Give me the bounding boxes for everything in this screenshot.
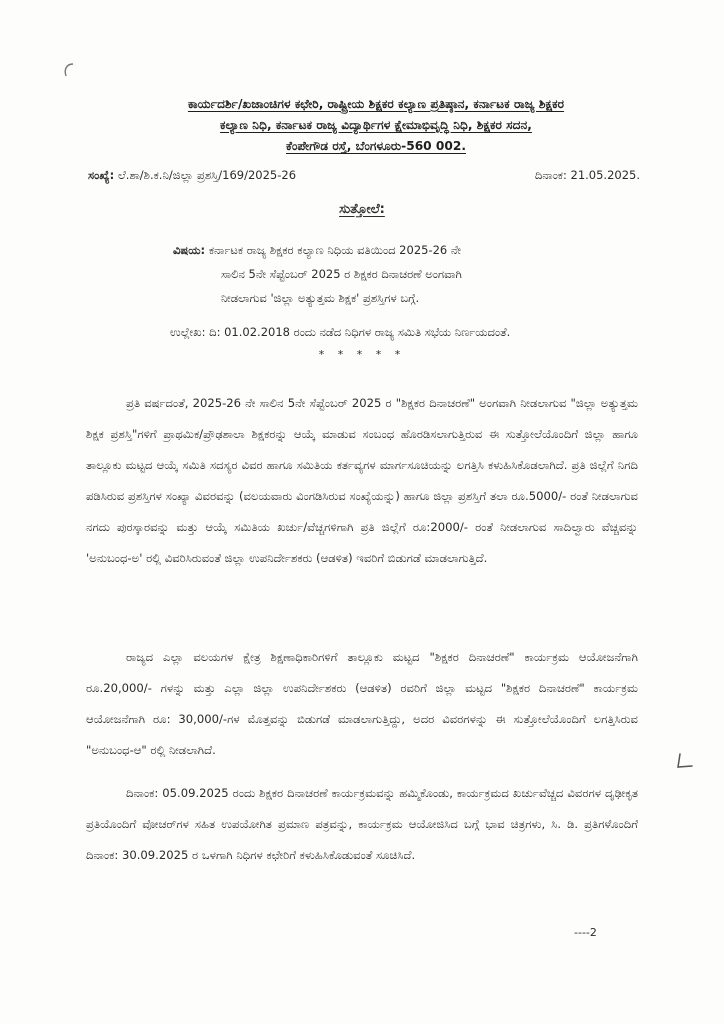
header-line-2: ಕಲ್ಯಾಣ ನಿಧಿ, ಕರ್ನಾಟಕ ರಾಜ್ಯ ವಿದ್ಯಾರ್ಥಿಗಳ ಕ್ಷೇಮಾಭಿವೃದ್ಧಿ ನಿಧಿ, ಶಿಕ್ಷಕರ ಸದನ,	[220, 118, 532, 132]
body-paragraph-3: ದಿನಾಂಕ: 05.09.2025 ರಂದು ಶಿಕ್ಷಕರ ದಿನಾಚರಣೆ ಕಾರ್ಯಕ್ರಮವನ್ನು ಹಮ್ಮಿಕೊಂಡು, ಕಾರ್ಯಕ್ರಮದ ಖರ್ಚುವೆಚ್ಚದ ವಿವರಗಳ ದೃಢೀಕೃತ ಪ್ರತಿಯೊಂದಿಗೆ ವೋಚರ್‌ಗಳ ಸಹಿತ ಉಪಯೋಗಿತ ಪ್ರಮಾಣ ಪತ್ರವನ್ನು, ಕಾರ್ಯಕ್ರಮ ಆಯೋಜಿಸಿದ ಬಗ್ಗೆ ಭಾವ ಚಿತ್ರಗಳು, ಸಿ. ಡಿ. ಪ್ರತಿಗಳೊಂದಿಗೆ ದಿನಾಂಕ: 30.09.2025 ರ ಒಳಗಾಗಿ ನಿಧಿಗಳ ಕಛೇರಿಗೆ ಕಳುಹಿಸಿಕೊಡುವಂತೆ ಸೂಚಿಸಿದೆ.	[86, 785, 638, 862]
subject-block	[173, 238, 623, 310]
reference-label: ಉಲ್ಲೇಖ:	[170, 325, 206, 339]
reference-date-row	[88, 168, 640, 183]
reference-number-label: ಸಂಖ್ಯೆ:	[88, 168, 115, 182]
subject-line-3: ನೀಡಲಾಗುವ 'ಜಿಲ್ಲಾ ಅತ್ಯುತ್ತಮ ಶಿಕ್ಷಕ' ಪ್ರಶಸ್ತಿಗಳ ಬಗ್ಗೆ.	[221, 291, 420, 305]
separator: * * * * *	[318, 348, 406, 361]
office-header	[96, 94, 656, 157]
date-value: 21.05.2025.	[570, 168, 640, 182]
header-line-1: ಕಾರ್ಯದರ್ಶಿ/ಖಜಾಂಚಿಗಳ ಕಛೇರಿ, ರಾಷ್ಟ್ರೀಯ ಶಿಕ್ಷಕರ ಕಲ್ಯಾಣ ಪ್ರತಿಷ್ಠಾನ, ಕರ್ನಾಟಕ ರಾಜ್ಯ ಶಿಕ್ಷಕರ	[187, 97, 565, 111]
margin-pen-mark	[62, 62, 76, 78]
body-paragraph-2: ರಾಜ್ಯದ ಎಲ್ಲಾ ವಲಯಗಳ ಕ್ಷೇತ್ರ ಶಿಕ್ಷಣಾಧಿಕಾರಿಗಳಿಗೆ ತಾಲ್ಲೂಕು ಮಟ್ಟದ "ಶಿಕ್ಷಕರ ದಿನಾಚರಣೆ" ಕಾರ್ಯಕ್ರಮ ಆಯೋಜನೆಗಾಗಿ ರೂ.20,000/- ಗಳನ್ನು ಮತ್ತು ಎಲ್ಲಾ ಜಿಲ್ಲಾ ಉಪನಿರ್ದೇಶಕರು (ಆಡಳಿತ) ರವರಿಗೆ ಜಿಲ್ಲಾ ಮಟ್ಟದ "ಶಿಕ್ಷಕರ ದಿನಾಚರಣೆ" ಕಾರ್ಯಕ್ರಮ ಆಯೋಜನೆಗಾಗಿ ರೂ: 30,000/-ಗಳ ಮೊತ್ತವನ್ನು ಬಿಡುಗಡೆ ಮಾಡಲಾಗುತ್ತಿದ್ದು, ಅದರ ವಿವರಗಳನ್ನು ಈ ಸುತ್ತೋಲೆಯೊಂದಿಗೆ ಲಗತ್ತಿಸಿರುವ "ಅನುಬಂಧ-ಆ" ರಲ್ಲಿ ನೀಡಲಾಗಿದೆ.	[86, 649, 638, 757]
document-date	[535, 168, 640, 183]
date-label: ದಿನಾಂಕ:	[534, 168, 567, 182]
subject-line-2: ಸಾಲಿನ 5ನೇ ಸೆಪ್ಟೆಂಬರ್ 2025 ರ ಶಿಕ್ಷಕರ ದಿನಾಚರಣೆ ಅಂಗವಾಗಿ	[221, 267, 462, 281]
page-title: ಸುತ್ತೋಲೆ:	[339, 202, 385, 217]
subject-label: ವಿಷಯ:	[173, 243, 206, 257]
reference-number-value: ಲೆ.ಶಾ/ಶಿ.ಕ.ನಿ/ಜಿಲ್ಲಾ ಪ್ರಶಸ್ತಿ/169/2025-26	[117, 168, 297, 182]
reference-number	[88, 168, 296, 183]
reference-text: ದಿ: 01.02.2018 ರಂದು ನಡೆದ ನಿಧಿಗಳ ರಾಜ್ಯ ಸಮಿತಿ ಸಭೆಯ ನಿರ್ಣಯದಂತೆ.	[209, 325, 511, 339]
handwritten-tick-mark	[674, 752, 696, 772]
page-continuation-marker: ----2	[574, 926, 597, 939]
subject-line-1	[173, 238, 623, 262]
header-line-3: ಕೆಂಪೇಗೌಡ ರಸ್ತೆ, ಬೆಂಗಳೂರು-560 002.	[286, 139, 466, 153]
reference-line	[170, 325, 510, 340]
subject-text-1: ಕರ್ನಾಟಕ ರಾಜ್ಯ ಶಿಕ್ಷಕರ ಕಲ್ಯಾಣ ನಿಧಿಯ ವತಿಯಿಂದ 2025-26 ನೇ	[208, 243, 462, 257]
body-paragraph-1: ಪ್ರತಿ ವರ್ಷದಂತೆ, 2025-26 ನೇ ಸಾಲಿನ 5ನೇ ಸೆಪ್ಟೆಂಬರ್ 2025 ರ "ಶಿಕ್ಷಕರ ದಿನಾಚರಣೆ" ಅಂಗವಾಗಿ ನೀಡಲಾಗುವ "ಜಿಲ್ಲಾ ಅತ್ಯುತ್ತಮ ಶಿಕ್ಷಕ ಪ್ರಶಸ್ತಿ"ಗಳಿಗೆ ಪ್ರಾಥಮಿಕ/ಪ್ರೌಢಶಾಲಾ ಶಿಕ್ಷಕರನ್ನು ಆಯ್ಕೆ ಮಾಡುವ ಸಂಬಂಧ ಹೊರಡಿಸಲಾಗುತ್ತಿರುವ ಈ ಸುತ್ತೋಲೆಯೊಂದಿಗೆ ಜಿಲ್ಲಾ ಹಾಗೂ ತಾಲ್ಲೂಕು ಮಟ್ಟದ ಆಯ್ಕೆ ಸಮಿತಿ ಸದಸ್ಯರ ವಿವರ ಹಾಗೂ ಸಮಿತಿಯ ಕರ್ತವ್ಯಗಳ ಮಾರ್ಗಸೂಚಿಯನ್ನು ಲಗತ್ತಿಸಿ ಕಳುಹಿಸಿಕೊಡಲಾಗಿದೆ. ಪ್ರತಿ ಜಿಲ್ಲೆಗೆ ನಿಗದಿ ಪಡಿಸಿರುವ ಪ್ರಶಸ್ತಿಗಳ ಸಂಖ್ಯಾ ವಿವರವನ್ನು (ವಲಯವಾರು ವಿಂಗಡಿಸಿರುವ ಸಂಖ್ಯೆಯನ್ನು) ಹಾಗೂ ಜಿಲ್ಲಾ ಪ್ರಶಸ್ತಿಗೆ ತಲಾ ರೂ.5000/- ರಂತೆ ನೀಡಲಾಗುವ ನಗದು ಪುರಸ್ಕಾರವನ್ನು ಮತ್ತು ಆಯ್ಕೆ ಸಮಿತಿಯ ಖರ್ಚು/ವೆಚ್ಚಗಳಿಗಾಗಿ ಪ್ರತಿ ಜಿಲ್ಲೆಗೆ ರೂ:2000/- ರಂತೆ ನೀಡಲಾಗುವ ಸಾದಿಲ್ವಾರು ವೆಚ್ಚವನ್ನು 'ಅನುಬಂಧ-ಅ' ರಲ್ಲಿ ವಿವರಿಸಿರುವಂತೆ ಜಿಲ್ಲಾ ಉಪನಿರ್ದೇಶಕರು (ಆಡಳಿತ) ಇವರಿಗೆ ಬಿಡುಗಡೆ ಮಾಡಲಾಗುತ್ತಿದೆ.	[86, 395, 638, 565]
